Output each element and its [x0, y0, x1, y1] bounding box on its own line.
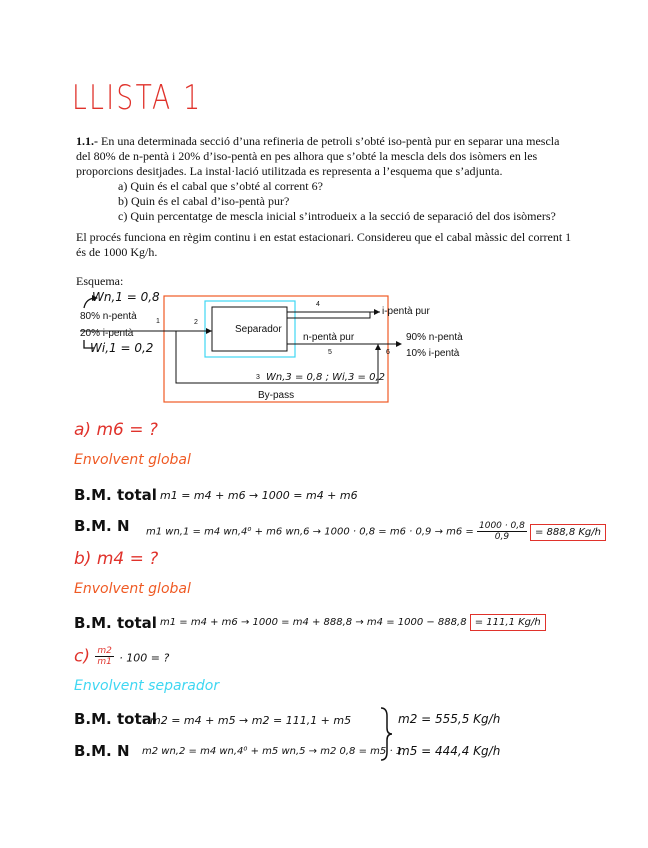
stream-6: 6	[386, 349, 390, 356]
out-mid-label: n-pentà pur	[303, 332, 355, 343]
page-title: LLISTA 1	[72, 78, 203, 118]
prod-i-label: 10% i-pentà	[406, 348, 460, 359]
bm-total-1-label: B.M. total	[74, 486, 157, 504]
envelope-global-2: Envolvent global	[74, 581, 191, 597]
stream-4: 4	[316, 301, 320, 308]
problem-text: En una determinada secció d’una refineria de petroli s’obté iso-pentà pur en separar una mescla del 80% de n-pentà i 20% d’iso-pentà en pes alhora que s’obté la mescla dels dos isòmers en les proporcions desitjades. La instal·lació utilitzada es representa a l’esquema que s’adjunta.	[76, 134, 560, 178]
hw-wi1: Wi,1 = 0,2	[90, 341, 154, 355]
bm-total-3-eq: m2 = m4 + m5 → m2 = 111,1 + m5	[150, 714, 352, 727]
result-m4: = 111,1 Kg/h	[470, 614, 546, 631]
bm-n-3-eq: m2 wn,2 = m4 wn,4⁰ + m5 wn,5 → m2 0,8 = m5 · 1	[142, 746, 403, 757]
prod-n-label: 90% n-pentà	[406, 332, 463, 343]
part-c-fraction: $\frac{m2}{m1}$	[97, 646, 112, 667]
stream-5: 5	[328, 349, 332, 356]
bm-n-1-fraction: $\frac{1000 \cdot 0,8}{0,9}$	[479, 521, 525, 542]
question-b: b) Quin és el cabal d’iso-pentà pur?	[118, 194, 290, 208]
bm-n-1-label: B.M. N	[74, 517, 130, 535]
bm-n-3-label: B.M. N	[74, 742, 130, 760]
envelope-global-1: Envolvent global	[74, 452, 191, 468]
result-m5: m5 = 444,4 Kg/h	[398, 744, 501, 758]
part-b-heading: b) m4 = ?	[74, 549, 159, 569]
bm-total-3-label: B.M. total	[74, 710, 157, 728]
bm-total-2-eq: m1 = m4 + m6 → 1000 = m4 + 888,8 → m4 = 1000 − 888,8 = 111,1 Kg/h	[160, 617, 546, 628]
part-a-heading: a) m6 = ?	[74, 420, 158, 440]
question-c: c) Quin percentatge de mescla inicial s’introdueix a la secció de separació del dos isòmers?	[118, 209, 556, 223]
result-m2: m2 = 555,5 Kg/h	[398, 712, 501, 726]
bypass-label: By-pass	[258, 390, 295, 401]
problem-number: 1.1.-	[76, 134, 98, 148]
stream-2: 2	[194, 319, 198, 326]
result-m6: = 888,8 Kg/h	[530, 524, 606, 541]
question-a: a) Quin és el cabal que s’obté al corrent 6?	[118, 179, 323, 193]
out-top-label: i-pentà pur	[382, 306, 430, 317]
stream-1: 1	[156, 318, 160, 325]
feed-i-label: 20% i-pentà	[80, 328, 134, 339]
system-brace	[378, 706, 394, 762]
feed-n-label: 80% n-pentà	[80, 311, 137, 322]
bm-total-1-eq: m1 = m4 + m6 → 1000 = m4 + m6	[160, 489, 358, 502]
part-c-heading: c) $\frac{m2}{m1} \cdot 100$ = ?	[74, 646, 170, 667]
hw-wn1: Wn,1 = 0,8	[92, 290, 160, 304]
stream-3: 3	[256, 374, 260, 381]
separator-label: Separador	[235, 324, 282, 335]
hw-w3: Wn,3 = 0,8 ; Wi,3 = 0,2	[266, 372, 385, 383]
bm-n-1-eq: m1 wn,1 = m4 wn,4⁰ + m6 wn,6 → 1000 · 0,8 = m6 · 0,9 → m6 = $\frac{1000 \cdot 0,8}{0,9} = 888,8$ Kg/h	[146, 521, 606, 542]
bm-total-2-label: B.M. total	[74, 614, 157, 632]
schema-label: Esquema:	[76, 274, 124, 288]
process-intro: El procés funciona en règim continu i en estat estacionari. Considereu que el cabal màssic del corrent 1 és de 1000 Kg/h.	[76, 230, 572, 259]
envelope-separator: Envolvent separador	[74, 678, 220, 694]
